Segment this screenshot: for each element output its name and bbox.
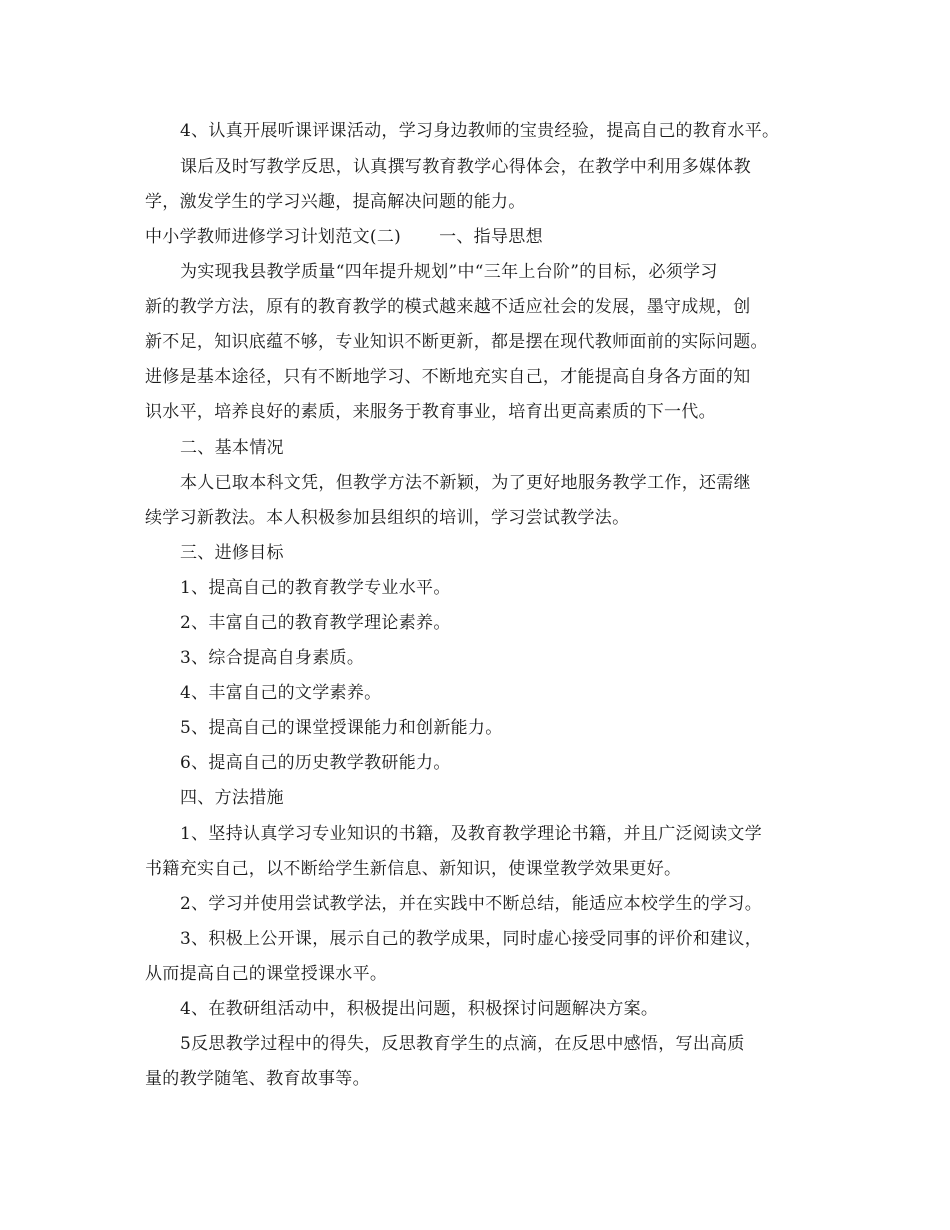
list-item: 4、丰富自己的文学素养。: [180, 683, 382, 703]
paragraph-line: 量的教学随笔、教育故事等。: [145, 1069, 370, 1089]
paragraph-line: 新的教学方法，原有的教育教学的模式越来越不适应社会的发展，墨守成规，创: [145, 297, 751, 317]
list-item: 1、提高自己的教育教学专业水平。: [180, 578, 451, 598]
paragraph-line: 新不足，知识底蕴不够，专业知识不断更新，都是摆在现代教师面前的实际问题。: [145, 332, 768, 352]
paragraph-line: 学，激发学生的学习兴趣，提高解决问题的能力。: [145, 192, 526, 212]
document-heading-line: [145, 222, 543, 252]
paragraph-line: 为实现我县教学质量“四年提升规划”中“三年上台阶”的目标，必须学习: [180, 262, 718, 282]
list-item: 3、综合提高自身素质。: [180, 648, 365, 668]
paragraph-line: 识水平，培养良好的素质，来服务于教育事业，培育出更高素质的下一代。: [145, 402, 716, 422]
paragraph-line: 课后及时写教学反思，认真撰写教育教学心得体会，在教学中利用多媒体教: [180, 157, 751, 177]
paragraph-line: 4、认真开展听课评课活动，学习身边教师的宝贵经验，提高自己的教育水平。: [180, 121, 780, 141]
list-item: 3、积极上公开课，展示自己的教学成果，同时虚心接受同事的评价和建议，: [180, 929, 763, 949]
paragraph-line: 书籍充实自己，以不断给学生新信息、新知识，使课堂教学效果更好。: [145, 859, 682, 879]
list-item: 2、丰富自己的教育教学理论素养。: [180, 613, 451, 633]
paragraph-line: 本人已取本科文凭，但教学方法不新颖，为了更好地服务教学工作，还需继: [180, 473, 751, 493]
section-heading: 四、方法措施: [180, 788, 284, 808]
section-heading: 三、进修目标: [180, 543, 284, 563]
list-item: 6、提高自己的历史教学教研能力。: [180, 753, 451, 773]
paragraph-line: 从而提高自己的课堂授课水平。: [145, 964, 388, 984]
list-item: 4、在教研组活动中，积极提出问题，积极探讨问题解决方案。: [180, 999, 659, 1019]
list-item: 5、提高自己的课堂授课能力和创新能力。: [180, 718, 503, 738]
paragraph-line: 续学习新教法。本人积极参加县组织的培训，学习尝试教学法。: [145, 508, 630, 528]
paragraph-line: 进修是基本途径，只有不断地学习、不断地充实自己，才能提高自身各方面的知: [145, 367, 751, 387]
list-item: 5反思教学过程中的得失，反思教育学生的点滴，在反思中感悟，写出高质: [180, 1034, 745, 1054]
list-item: 2、学习并使用尝试教学法，并在实践中不断总结，能适应本校学生的学习。: [180, 894, 763, 914]
section-heading: 二、基本情况: [180, 438, 284, 458]
list-item: 1、坚持认真学习专业知识的书籍，及教育教学理论书籍，并且广泛阅读文学: [180, 824, 763, 844]
section-heading: 一、指导思想: [439, 227, 543, 247]
document-title: 中小学教师进修学习计划范文(二): [145, 227, 402, 247]
